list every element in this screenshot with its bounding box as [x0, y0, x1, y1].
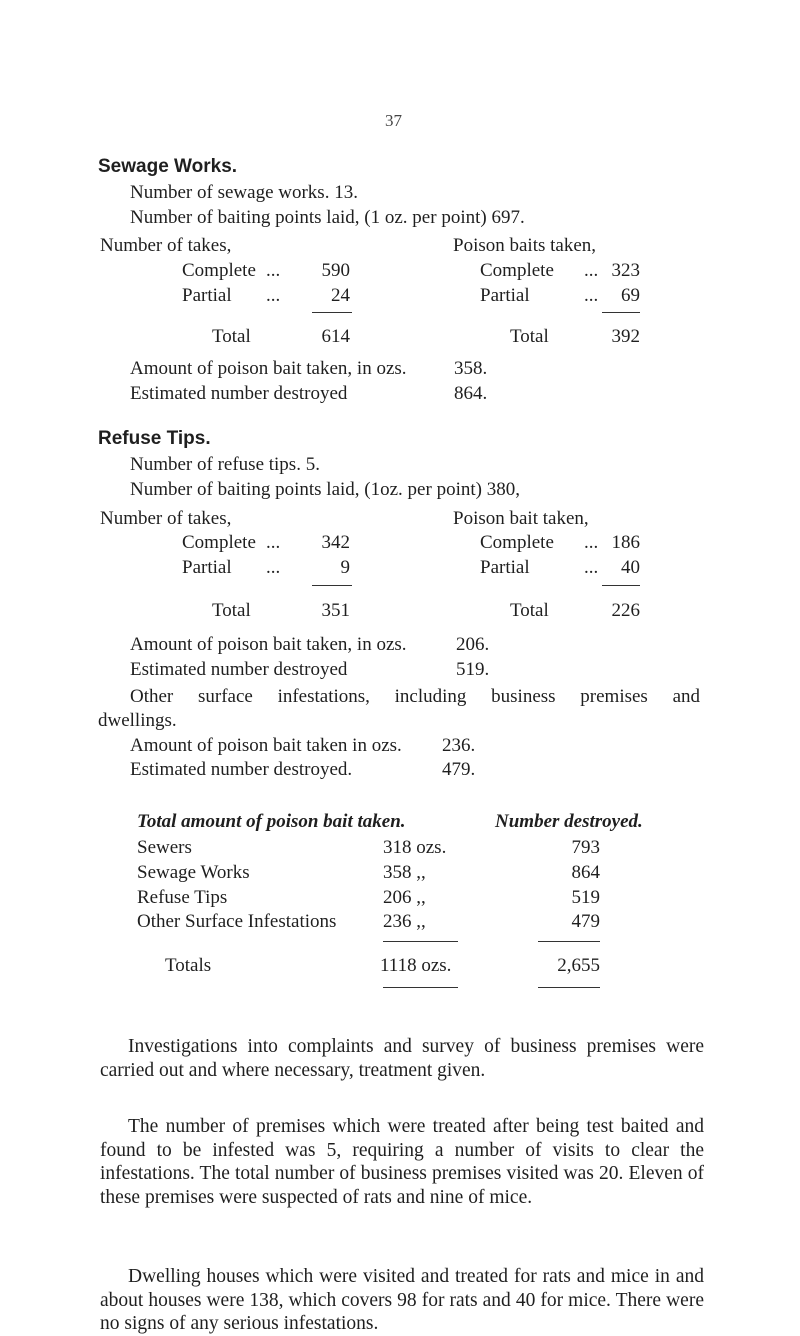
totals-underline — [383, 987, 458, 988]
baits-complete-value: 186 — [611, 532, 640, 553]
totals-label: Totals — [165, 955, 212, 976]
row-destroyed: 479 — [571, 911, 600, 932]
takes-label: Number of takes, — [100, 235, 232, 256]
dots: ... — [266, 260, 281, 281]
row-destroyed: 793 — [571, 837, 600, 858]
row-amount: 318 ozs. — [383, 837, 447, 858]
paragraph: Dwelling houses which were visited and treated for rats and mice in and about houses were 138, which covers 98 for rats and 40 for mice. There were no signs of any serious infestations. — [100, 1266, 704, 1334]
other-infestations-line: dwellings. — [98, 710, 177, 731]
baiting-points-line: Number of baiting points laid, (1oz. per point) 380, — [130, 479, 520, 500]
baits-label: Poison bait taken, — [453, 508, 589, 529]
destroyed-value: 864. — [454, 383, 488, 404]
amount-label: Amount of poison bait taken, in ozs. — [130, 634, 407, 655]
complete-label: Complete — [182, 532, 256, 553]
amount-label: Amount of poison bait taken, in ozs. — [130, 358, 407, 379]
totals-underline — [538, 987, 600, 988]
dots: ... — [584, 260, 599, 281]
row-label: Other Surface Infestations — [137, 911, 337, 932]
takes-complete-value: 342 — [321, 532, 350, 553]
baits-label: Poison baits taken, — [453, 235, 597, 256]
amount-value: 236. — [442, 735, 476, 756]
row-amount: 206 ,, — [383, 887, 426, 908]
total-label: Total — [212, 600, 251, 621]
refuse-tips-count: Number of refuse tips. 5. — [130, 454, 320, 475]
row-destroyed: 864 — [571, 862, 600, 883]
destroyed-label: Estimated number destroyed. — [130, 759, 353, 780]
amount-label: Amount of poison bait taken in ozs. — [130, 735, 402, 756]
partial-label: Partial — [182, 285, 232, 306]
section-heading: Sewage Works. — [98, 156, 238, 177]
takes-complete-value: 590 — [321, 260, 350, 281]
destroyed-label: Estimated number destroyed — [130, 383, 348, 404]
row-amount: 358 ,, — [383, 862, 426, 883]
partial-label: Partial — [480, 557, 530, 578]
dots: ... — [584, 532, 599, 553]
total-label: Total — [510, 326, 549, 347]
total-label: Total — [212, 326, 251, 347]
complete-label: Complete — [480, 532, 554, 553]
takes-label: Number of takes, — [100, 508, 232, 529]
dots: ... — [266, 532, 281, 553]
sum-rule — [312, 585, 352, 586]
takes-partial-value: 24 — [331, 285, 350, 306]
section-heading: Refuse Tips. — [98, 428, 211, 449]
baiting-points-line: Number of baiting points laid, (1 oz. per point) 697. — [130, 207, 525, 228]
sewage-works-count: Number of sewage works. 13. — [130, 182, 358, 203]
total-label: Total — [510, 600, 549, 621]
takes-total-value: 614 — [321, 326, 350, 347]
destroyed-value: 479. — [442, 759, 476, 780]
destroyed-label: Estimated number destroyed — [130, 659, 348, 680]
row-destroyed: 519 — [571, 887, 600, 908]
totals-amount: 1118 ozs. — [380, 955, 452, 976]
baits-partial-value: 69 — [621, 285, 640, 306]
sum-rule — [602, 585, 640, 586]
paragraph: Investigations into complaints and survey of business premises were carried out and where necessary, treatment given. — [100, 1036, 704, 1081]
partial-label: Partial — [480, 285, 530, 306]
dots: ... — [266, 557, 281, 578]
row-label: Sewage Works — [137, 862, 250, 883]
sum-rule — [538, 941, 600, 942]
paragraph: The number of premises which were treated after being test baited and found to be infested was 5, requiring a number of visits to clear the infestations. The total number of business premises visited was 20. Eleven of these premises were suspected of rats and nine of mice. — [100, 1116, 704, 1208]
dots: ... — [266, 285, 281, 306]
totals-destroyed: 2,655 — [557, 955, 600, 976]
complete-label: Complete — [182, 260, 256, 281]
baits-complete-value: 323 — [611, 260, 640, 281]
dots: ... — [584, 557, 599, 578]
sum-rule — [383, 941, 458, 942]
row-label: Refuse Tips — [137, 887, 228, 908]
other-infestations-line: Other surface infestations, including business premises and — [130, 686, 700, 707]
page-number: 37 — [385, 111, 402, 130]
destroyed-value: 519. — [456, 659, 490, 680]
row-label: Sewers — [137, 837, 192, 858]
dots: ... — [584, 285, 599, 306]
baits-partial-value: 40 — [621, 557, 640, 578]
amount-value: 358. — [454, 358, 488, 379]
takes-total-value: 351 — [321, 600, 350, 621]
sum-rule — [312, 312, 352, 313]
column-header-amount: Total amount of poison bait taken. — [137, 811, 406, 832]
amount-value: 206. — [456, 634, 490, 655]
partial-label: Partial — [182, 557, 232, 578]
row-amount: 236 ,, — [383, 911, 426, 932]
column-header-destroyed: Number destroyed. — [495, 811, 643, 832]
complete-label: Complete — [480, 260, 554, 281]
baits-total-value: 392 — [611, 326, 640, 347]
baits-total-value: 226 — [611, 600, 640, 621]
takes-partial-value: 9 — [340, 557, 350, 578]
sum-rule — [602, 312, 640, 313]
